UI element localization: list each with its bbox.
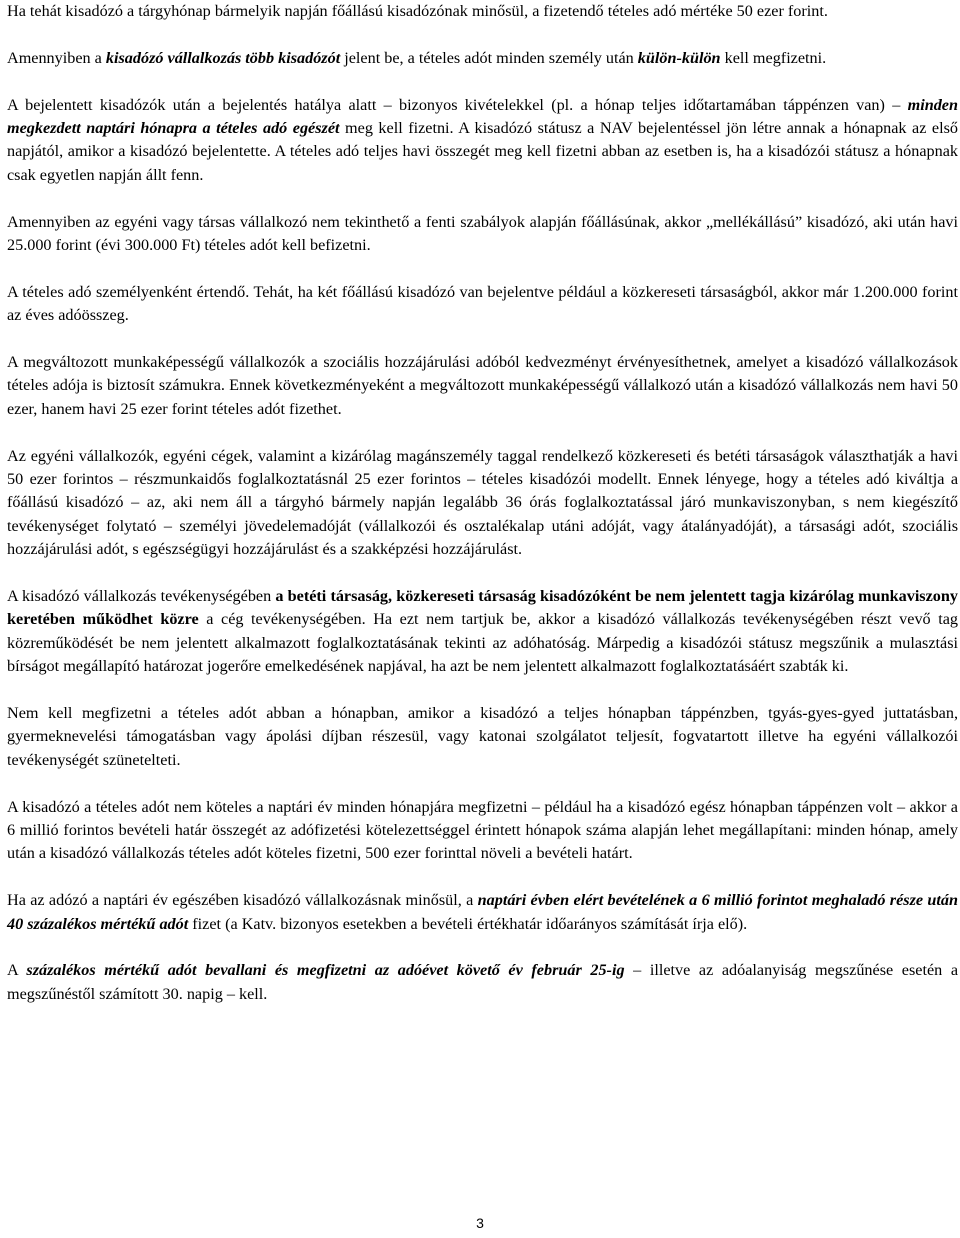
bold-italic-text: kisadózó vállalkozás több kisadózót xyxy=(105,48,341,67)
text-run: Nem kell megfizetni a tételes adót abban a hónapban, amikor a kisadózó a teljes hónapban táppénzben, tgyás-gyes-gyed juttatásban, gyermeknevelési támogatásban vagy ápolási díjban részesül, vagy katonai szolgálatot teljesít, fogvatartott illetve ha egyéni vállalkozói tevékenységét szünetelteti. xyxy=(7,704,958,769)
text-run: Amennyiben az egyéni vagy társas vállalkozó nem tekinthető a fenti szabályok alapján főállásúnak, akkor „mellékállású” kisadózó, aki után havi 25.000 forint (évi 300.000 Ft) tételes adót kell befizetni. xyxy=(7,212,958,255)
bold-text: a betéti társaság, közkereseti társaság kisadózóként be nem jelentett tagja kizárólag munkaviszony keretében működhet közre xyxy=(7,587,958,629)
emphasis xyxy=(638,49,721,67)
paragraph-9 xyxy=(7,702,958,772)
text-run: A megváltozott munkaképességű vállalkozók a szociális hozzájárulási adóból kedvezményt érvényesíthetnek, amelyet a kisadózó vállalkozások tételes adója is biztosít számukra. Ennek következményeként a megváltozott munkaképességű vállalkozó után a kisadózó vállalkozás nem havi 50 ezer, hanem havi 25 ezer forint tételes adót fizethet. xyxy=(7,353,958,418)
paragraph-8 xyxy=(7,585,958,679)
text-run: A kisadózó a tételes adót nem köteles a naptári év minden hónapjára megfizetni – például ha a kisadózó egész hónapban táppénzen volt – akkor a 6 millió forintos bevételi határ összegét az adófizetési kötelezettséggel érintett hónapok száma alapján lehet megállapítani: minden hónap, amely után a kisadózó vállalkozás tételes adót köteles fizetni, 500 ezer forinttal növeli a bevételi határt. xyxy=(7,797,958,863)
paragraph-3 xyxy=(7,94,958,188)
text-run: kell megfizetni. xyxy=(720,48,827,67)
text-run: Ha az adózó a naptári év egészében kisadózó vállalkozásnak minősül, a xyxy=(7,891,478,910)
text-run: Ha tehát kisadózó a tárgyhónap bármelyik napján főállású kisadózónak minősül, a fizetendő tételes adó mértéke 50 ezer forint. xyxy=(7,2,828,20)
paragraph-7 xyxy=(7,445,958,562)
text-run: A xyxy=(7,961,27,980)
text-run: a cég tevékenységében. Ha ezt nem tartjuk be, akkor a kisadózó vállalkozás tevékenységében részt vevő tag közreműködését be nem jelentett alkalmazott foglalkoztatásának tekinti az adóhatóság. Márpedig a kisadózói státusz megszűnik a mulasztási bírságot megállapító határozat jogerőre emelkedésének napjával, ha azt be nem jelentett alkalmazott foglalkoztatásáért szabták ki. xyxy=(7,610,958,676)
text-run: A tételes adó személyenként értendő. Tehát, ha két főállású kisadózó van bejelentve például a közkereseti társaságból, akkor már 1.200.000 forint az éves adóösszeg. xyxy=(7,282,958,325)
paragraph-6 xyxy=(7,351,958,421)
page-number: 3 xyxy=(476,1215,484,1231)
emphasis xyxy=(26,961,624,979)
text-run: – illetve az adóalanyiság megszűnése esetén a megszűnéstől számított 30. napig – kell. xyxy=(7,961,959,1003)
paragraph-11 xyxy=(7,889,958,936)
document-body xyxy=(7,0,958,1030)
text-run: jelent be, a tételes adót minden személy után xyxy=(340,48,638,67)
bold-italic-text: minden megkezdett naptári hónapra a tételes adó egészét xyxy=(7,95,958,137)
text-run: Az egyéni vállalkozók, egyéni cégek, valamint a kizárólag magánszemély taggal rendelkező közkereseti és betéti társaságok választhatják a havi 50 ezer forintos – részmunkaidős foglalkoztatásnál 25 ezer forintos – tételes kisadózói modellt. Ennek lényege, hogy a tételes adó kiváltja a főállású kisadózó – az, aki nem áll a tárgyhó bármely napján legalább 36 órás foglalkoztatással járó munkaviszonyban, s nem kiegészítő tevékenységet folytató – személyi jövedelemadóját (vállalkozói és osztalékalap utáni adóját, vagy átalányadóját), a társasági adót, szociális hozzájárulási adót, s egészségügyi hozzájárulást és a szakképzési hozzájárulást. xyxy=(7,446,958,559)
text-run: meg kell fizetni. A kisadózó státusz a NAV bejelentéssel jön létre annak a hónapnak az első napjától, amikor a kisadózó bejelentette. A tételes adó teljes havi összegét meg kell fizetni abban az esetben is, ha a kisadózói státusz a hónapnak csak egyetlen napján állt fenn. xyxy=(7,119,958,184)
emphasis xyxy=(106,49,340,67)
paragraph-2 xyxy=(7,47,958,70)
bold-italic-text: naptári évben elért bevételének a 6 millió forintot meghaladó része után 40 százalékos mértékű adót xyxy=(7,891,959,933)
bold-italic-text: külön-külön xyxy=(637,48,721,67)
paragraph-10 xyxy=(7,796,958,866)
paragraph-12 xyxy=(7,959,958,1006)
text-run: fizet (a Katv. bizonyos esetekben a bevételi értékhatár időarányos számítását írja elő). xyxy=(188,914,748,933)
text-run: A bejelentett kisadózók után a bejelentés hatálya alatt – bizonyos kivételekkel (pl. a hónap teljes időtartamában táppénzen van) – xyxy=(7,95,908,114)
paragraph-1 xyxy=(7,0,958,23)
paragraph-4 xyxy=(7,211,958,258)
text-run: Amennyiben a xyxy=(7,48,106,67)
text-run: A kisadózó vállalkozás tevékenységében xyxy=(7,587,276,606)
bold-italic-text: százalékos mértékű adót bevallani és megfizetni az adóévet követő év február 25-ig xyxy=(26,961,625,980)
paragraph-5 xyxy=(7,281,958,328)
